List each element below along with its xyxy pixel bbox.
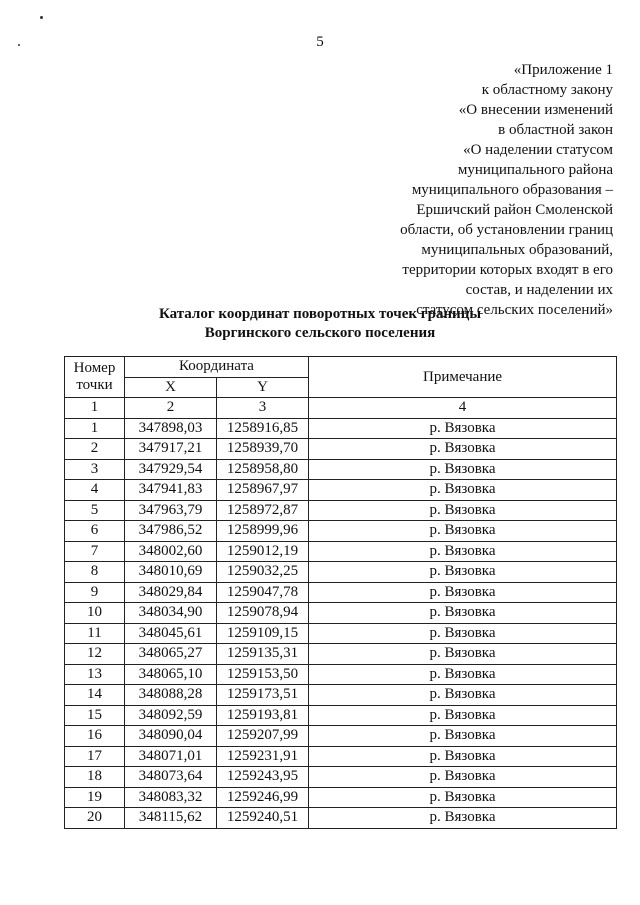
annex-line: в областной закон: [498, 122, 613, 138]
column-number-row: [65, 398, 617, 419]
scan-speck: [40, 16, 43, 19]
point-number-cell: 5: [65, 500, 125, 521]
annex-line: муниципальных образований,: [421, 242, 613, 258]
x-cell: 347963,79: [125, 500, 217, 521]
note-cell: р. Вязовка: [309, 418, 617, 439]
x-cell: 348092,59: [125, 705, 217, 726]
x-cell: 347941,83: [125, 480, 217, 501]
note-cell: р. Вязовка: [309, 746, 617, 767]
column-number: 1: [65, 398, 125, 419]
point-number-cell: 7: [65, 541, 125, 562]
point-number-cell: 18: [65, 767, 125, 788]
note-cell: р. Вязовка: [309, 582, 617, 603]
header-y: Y: [217, 377, 309, 398]
point-number-cell: 6: [65, 521, 125, 542]
y-cell: 1259240,51: [217, 808, 309, 829]
table-row: [65, 582, 617, 603]
y-cell: 1258958,80: [217, 459, 309, 480]
y-cell: 1259135,31: [217, 644, 309, 665]
y-cell: 1259047,78: [217, 582, 309, 603]
point-number-cell: 14: [65, 685, 125, 706]
table-row: [65, 418, 617, 439]
x-cell: 348115,62: [125, 808, 217, 829]
annex-line: «О наделении статусом: [463, 142, 613, 158]
note-cell: р. Вязовка: [309, 521, 617, 542]
x-cell: 348090,04: [125, 726, 217, 747]
header-x: X: [125, 377, 217, 398]
annex-line: территории которых входят в его: [402, 262, 613, 278]
header-point-number: Номер точки: [65, 357, 125, 398]
note-cell: р. Вязовка: [309, 787, 617, 808]
x-cell: 348029,84: [125, 582, 217, 603]
title-line: Каталог координат поворотных точек границы: [158, 306, 482, 322]
note-cell: р. Вязовка: [309, 480, 617, 501]
table-row: [65, 603, 617, 624]
x-cell: 348073,64: [125, 767, 217, 788]
annex-reference: [343, 60, 613, 320]
note-cell: р. Вязовка: [309, 767, 617, 788]
point-number-cell: 10: [65, 603, 125, 624]
table-row: [65, 439, 617, 460]
coordinates-table: [64, 356, 617, 829]
y-cell: 1258999,96: [217, 521, 309, 542]
y-cell: 1258972,87: [217, 500, 309, 521]
annex-line: муниципального образования –: [411, 182, 613, 198]
note-cell: р. Вязовка: [309, 808, 617, 829]
y-cell: 1259207,99: [217, 726, 309, 747]
table-row: [65, 685, 617, 706]
note-cell: р. Вязовка: [309, 685, 617, 706]
annex-line: «Приложение 1: [513, 62, 613, 78]
y-cell: 1259193,81: [217, 705, 309, 726]
point-number-cell: 13: [65, 664, 125, 685]
note-cell: р. Вязовка: [309, 664, 617, 685]
y-cell: 1259173,51: [217, 685, 309, 706]
x-cell: 348088,28: [125, 685, 217, 706]
point-number-cell: 15: [65, 705, 125, 726]
y-cell: 1259231,91: [217, 746, 309, 767]
table-row: [65, 664, 617, 685]
table-row: [65, 562, 617, 583]
table-row: [65, 726, 617, 747]
y-cell: 1258916,85: [217, 418, 309, 439]
y-cell: 1258967,97: [217, 480, 309, 501]
y-cell: 1259246,99: [217, 787, 309, 808]
table-row: [65, 746, 617, 767]
table-row: [65, 767, 617, 788]
header-coordinate: Координата: [125, 357, 309, 378]
x-cell: 347986,52: [125, 521, 217, 542]
y-cell: 1259243,95: [217, 767, 309, 788]
note-cell: р. Вязовка: [309, 603, 617, 624]
header-note: Примечание: [309, 357, 617, 398]
y-cell: 1258939,70: [217, 439, 309, 460]
note-cell: р. Вязовка: [309, 562, 617, 583]
annex-line: состав, и наделении их: [465, 282, 613, 298]
point-number-cell: 1: [65, 418, 125, 439]
annex-line: муниципального района: [457, 162, 613, 178]
table-row: [65, 623, 617, 644]
table-row: [65, 541, 617, 562]
x-cell: 348071,01: [125, 746, 217, 767]
y-cell: 1259012,19: [217, 541, 309, 562]
point-number-cell: 17: [65, 746, 125, 767]
x-cell: 348034,90: [125, 603, 217, 624]
y-cell: 1259153,50: [217, 664, 309, 685]
annex-line: Ершичский район Смоленской: [416, 202, 613, 218]
point-number-cell: 16: [65, 726, 125, 747]
point-number-cell: 12: [65, 644, 125, 665]
x-cell: 347917,21: [125, 439, 217, 460]
x-cell: 348002,60: [125, 541, 217, 562]
title-line: Воргинского сельского поселения: [204, 325, 436, 341]
note-cell: р. Вязовка: [309, 439, 617, 460]
y-cell: 1259032,25: [217, 562, 309, 583]
y-cell: 1259078,94: [217, 603, 309, 624]
point-number-cell: 11: [65, 623, 125, 644]
annex-line: статусом сельских поселений»: [416, 302, 613, 318]
document-title: [0, 305, 640, 343]
point-number-cell: 3: [65, 459, 125, 480]
point-number-cell: 4: [65, 480, 125, 501]
point-number-cell: 19: [65, 787, 125, 808]
note-cell: р. Вязовка: [309, 705, 617, 726]
note-cell: р. Вязовка: [309, 623, 617, 644]
x-cell: 348045,61: [125, 623, 217, 644]
table-row: [65, 705, 617, 726]
x-cell: 347898,03: [125, 418, 217, 439]
table-row: [65, 480, 617, 501]
note-cell: р. Вязовка: [309, 459, 617, 480]
table-row: [65, 644, 617, 665]
column-number: 3: [217, 398, 309, 419]
point-number-cell: 8: [65, 562, 125, 583]
page-number: 5: [316, 34, 324, 50]
table-row: [65, 459, 617, 480]
x-cell: 348083,32: [125, 787, 217, 808]
column-number: 2: [125, 398, 217, 419]
y-cell: 1259109,15: [217, 623, 309, 644]
table-row: [65, 808, 617, 829]
x-cell: 347929,54: [125, 459, 217, 480]
table-row: [65, 500, 617, 521]
note-cell: р. Вязовка: [309, 726, 617, 747]
point-number-cell: 9: [65, 582, 125, 603]
note-cell: р. Вязовка: [309, 500, 617, 521]
table-row: [65, 787, 617, 808]
table-body: [65, 418, 617, 828]
point-number-cell: 2: [65, 439, 125, 460]
note-cell: р. Вязовка: [309, 541, 617, 562]
x-cell: 348065,27: [125, 644, 217, 665]
annex-line: к областному закону: [481, 82, 613, 98]
x-cell: 348065,10: [125, 664, 217, 685]
table-row: [65, 521, 617, 542]
annex-line: «О внесении изменений: [458, 102, 613, 118]
annex-line: области, об установлении границ: [400, 222, 613, 238]
point-number-cell: 20: [65, 808, 125, 829]
note-cell: р. Вязовка: [309, 644, 617, 665]
column-number: 4: [309, 398, 617, 419]
x-cell: 348010,69: [125, 562, 217, 583]
